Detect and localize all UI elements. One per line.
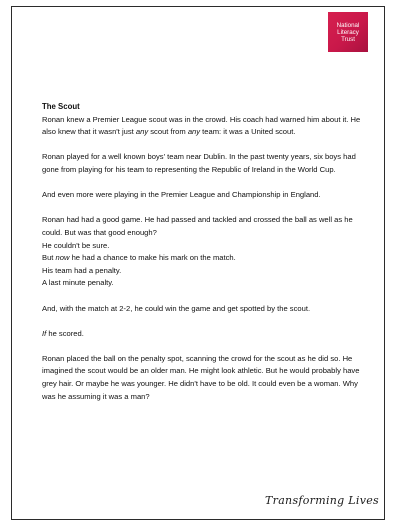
paragraph-1-text-b: scout from bbox=[148, 127, 188, 137]
paragraph-10 bbox=[42, 328, 367, 341]
paragraph-1-text-c: team: it was a United scout. bbox=[200, 127, 296, 137]
national-literacy-trust-logo bbox=[328, 12, 368, 52]
paragraph-4: Ronan had had a good game. He had passed and tackled and crossed the ball as well as he could. But was that good enough? bbox=[42, 215, 353, 237]
paragraph-1-emphasis-2: any bbox=[187, 127, 201, 137]
paragraph-10-emphasis: If bbox=[42, 328, 47, 338]
footer-tagline: Transforming Lives bbox=[265, 494, 379, 507]
logo-line-2: Literacy bbox=[337, 28, 359, 36]
paragraph-10-text: he scored. bbox=[46, 328, 84, 338]
paragraph-1 bbox=[42, 114, 367, 139]
paragraph-6-text-a: But bbox=[42, 253, 56, 263]
paragraph-5: He couldn't be sure. bbox=[42, 240, 110, 250]
paragraph-3: And even more were playing in the Premier League and Championship in England. bbox=[42, 190, 321, 200]
paragraph-1-text-a: Ronan knew a Premier League scout was in the crowd. His coach had warned him about it. He also knew that it wasn't just bbox=[42, 114, 361, 137]
paragraph-6-text-b: he had a chance to make his mark on the match. bbox=[69, 253, 236, 263]
paragraph-8: A last minute penalty. bbox=[42, 278, 114, 288]
logo-line-1: National bbox=[336, 21, 360, 29]
logo-line-3: Trust bbox=[341, 35, 355, 43]
paragraph-6 bbox=[42, 252, 367, 265]
paragraph-1-emphasis-1: any bbox=[135, 127, 149, 137]
paragraph-6-emphasis: now bbox=[55, 253, 70, 263]
story-title: The Scout bbox=[42, 102, 80, 111]
paragraph-11: Ronan placed the ball on the penalty spot, scanning the crowd for the scout as he did so. He imagined the scout would be an older man. He might look athletic. But he would probably have grey hair. Or maybe he was younger. He didn't have to be old. It could even be a woman. Why was he assuming it was a man? bbox=[42, 353, 360, 401]
paragraph-2: Ronan played for a well known boys' team near Dublin. In the past twenty years, six boys had gone from playing for his team to representing the Republic of Ireland in the World Cup. bbox=[42, 152, 356, 174]
paragraph-7: His team had a penalty. bbox=[42, 265, 122, 275]
paragraph-9: And, with the match at 2-2, he could win the game and get spotted by the scout. bbox=[42, 303, 311, 313]
story-body bbox=[42, 101, 367, 403]
